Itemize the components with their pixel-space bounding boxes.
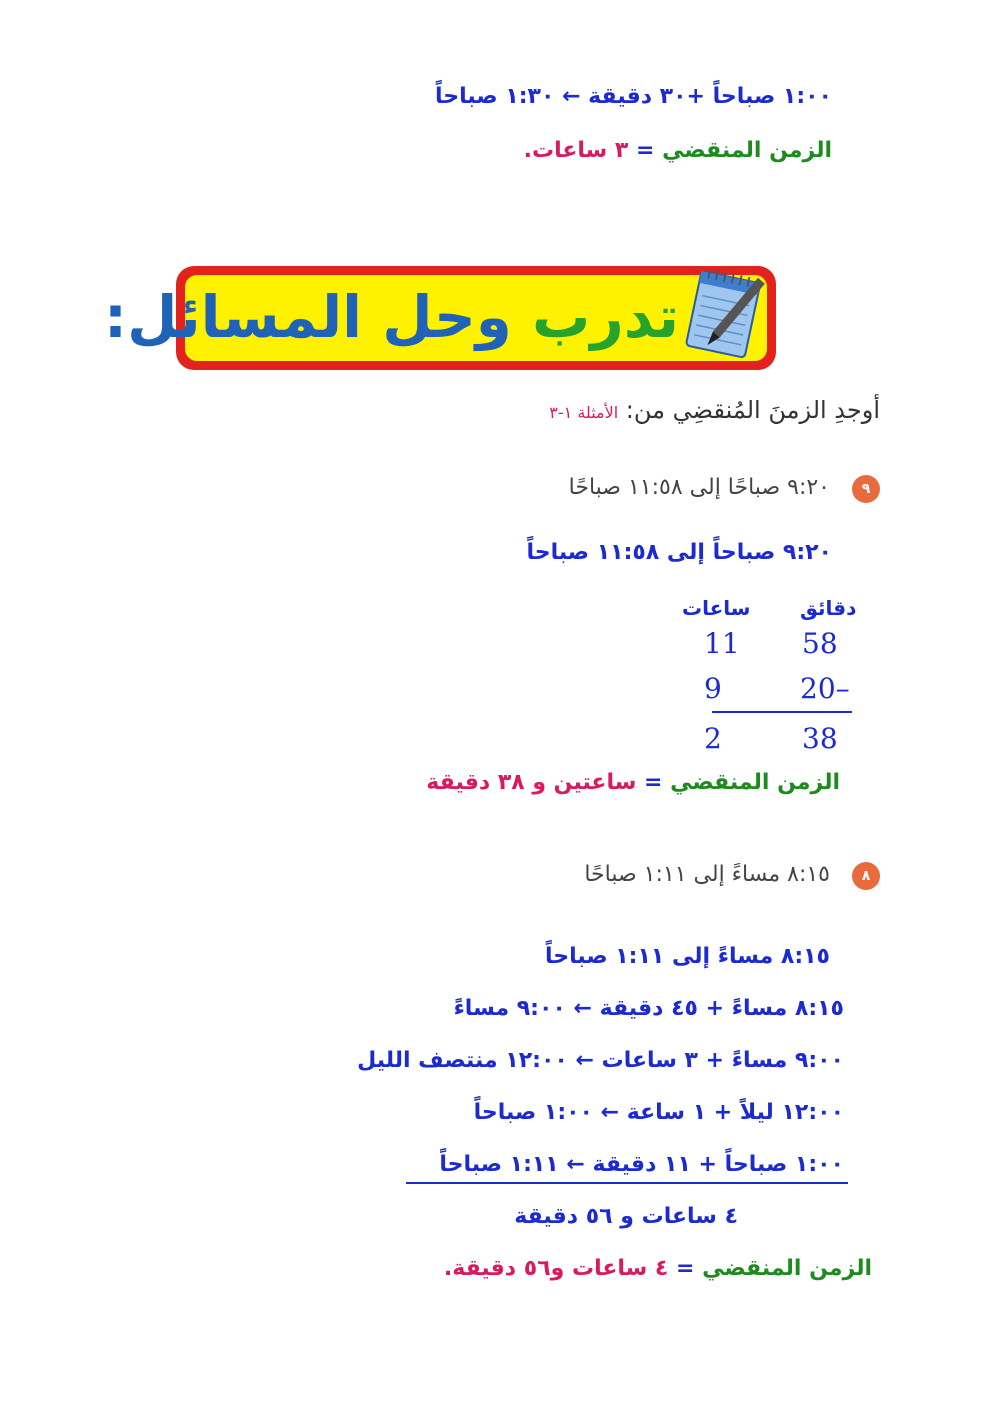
top-step-line: ١:٠٠ صباحاً +٣٠ دقيقة ← ١:٣٠ صباحاً (435, 84, 832, 109)
equals-sign: = (636, 770, 671, 795)
notepad-pencil-icon (683, 267, 769, 363)
practice-banner (103, 266, 776, 370)
step-line: ١٢:٠٠ ليلاً + ١ ساعة ← ١:٠٠ صباحاً (473, 1100, 844, 1125)
step-total: ٤ ساعات و ٥٦ دقيقة (514, 1204, 738, 1229)
row1-minutes: 58 (802, 627, 838, 660)
banner-title (104, 283, 679, 351)
problem2-result (444, 1256, 872, 1281)
elapsed-time-label: الزمن المنقضي (702, 1256, 872, 1281)
sum-underline (406, 1182, 848, 1184)
problem-question: ٨:١٥ مساءً إلى ١:١١ صباحًا (584, 862, 830, 887)
problem1-result (426, 770, 840, 795)
step-line: ٨:١٥ مساءً إلى ١:١١ صباحاً (544, 944, 830, 969)
banner-word-solve: وحل المسائل: (103, 283, 512, 351)
problem-restatement: ٩:٢٠ صباحاً إلى ١١:٥٨ صباحاً (526, 540, 832, 565)
problem-number-badge: ٨ (852, 862, 880, 890)
problem-number-badge: ٩ (852, 475, 880, 503)
elapsed-time-label: الزمن المنقضي (670, 770, 840, 795)
step-line: ١:٠٠ صباحاً + ١١ دقيقة ← ١:١١ صباحاً (439, 1152, 844, 1177)
result-minutes: 38 (802, 722, 838, 755)
hours-column-header: ساعات (682, 596, 751, 620)
elapsed-time-value: ٤ ساعات و٥٦ دقيقة. (443, 1256, 669, 1281)
equals-sign: = (628, 138, 663, 163)
instruction-text (549, 396, 880, 424)
top-result-line (524, 138, 832, 163)
instruction-main: أوجدِ الزمنَ المُنقضِي من: (618, 396, 880, 424)
elapsed-time-value: ٣ ساعات. (523, 138, 629, 163)
elapsed-time-value: ساعتين و ٣٨ دقيقة (426, 770, 637, 795)
row1-hours: 11 (704, 627, 740, 660)
step-line: ٨:١٥ مساءً + ٤٥ دقيقة ← ٩:٠٠ مساءً (453, 996, 844, 1021)
subtraction-line (712, 711, 852, 713)
step-line: ٩:٠٠ مساءً + ٣ ساعات ← ١٢:٠٠ منتصف الليل (357, 1048, 844, 1073)
examples-reference: الأمثلة ١-٣ (549, 403, 619, 422)
result-hours: 2 (704, 722, 722, 755)
minutes-column-header: دقائق (800, 596, 857, 620)
banner-background (103, 275, 767, 361)
banner-word-practice: تدرب (532, 283, 679, 351)
row2-hours: 9 (704, 672, 722, 705)
problem-question: ٩:٢٠ صباحًا إلى ١١:٥٨ صباحًا (568, 475, 830, 500)
row2-minutes: 20– (800, 672, 850, 705)
equals-sign: = (668, 1256, 703, 1281)
elapsed-time-label: الزمن المنقضي (662, 138, 832, 163)
